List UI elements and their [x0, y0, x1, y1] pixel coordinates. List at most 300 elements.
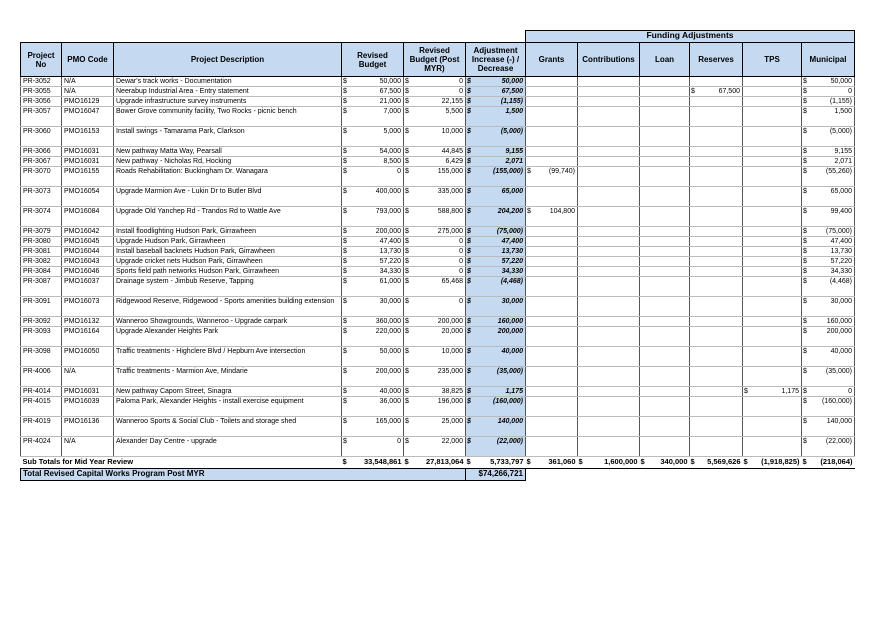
grants-cell: [526, 257, 578, 267]
description-cell: Upgrade cricket nets Hudson Park, Girrawheen: [114, 257, 342, 267]
grants-cell: [526, 327, 578, 347]
adjustment-cell: $ 1,175: [466, 387, 526, 397]
pmo-code-cell: PMO16043: [62, 257, 114, 267]
grants-cell: [526, 247, 578, 257]
loan-cell: [640, 347, 690, 367]
revised-budget-post-cell: $ 10,000: [404, 347, 466, 367]
revised-budget-post-cell: $ 38,825: [404, 387, 466, 397]
municipal-cell: $ (5,000): [802, 127, 855, 147]
adjustment-cell: $ (22,000): [466, 437, 526, 457]
table-row: [21, 97, 855, 107]
municipal-cell: $ 40,000: [802, 347, 855, 367]
tps-cell: [743, 327, 802, 347]
header-municipal: Municipal: [802, 43, 855, 77]
project-no-cell: PR-4015: [21, 397, 62, 417]
loan-cell: [640, 157, 690, 167]
subtotal-label: Sub Totals for Mid Year Review: [21, 457, 342, 469]
pmo-code-cell: N/A: [62, 87, 114, 97]
municipal-cell: $ (4,468): [802, 277, 855, 297]
adjustment-cell: $ (160,000): [466, 397, 526, 417]
pmo-code-cell: PMO16084: [62, 207, 114, 227]
description-cell: Ridgewood Reserve, Ridgewood - Sports amenities building extension: [114, 297, 342, 317]
adjustment-cell: $ 30,000: [466, 297, 526, 317]
grants-cell: [526, 367, 578, 387]
revised-budget-post-cell: $ 0: [404, 267, 466, 277]
contributions-cell: [578, 417, 640, 437]
tps-cell: [743, 267, 802, 277]
tps-cell: [743, 147, 802, 157]
contributions-cell: [578, 297, 640, 317]
total-value: $74,266,721: [466, 469, 526, 481]
tps-cell: [743, 417, 802, 437]
tps-cell: [743, 187, 802, 207]
revised-budget-post-cell: $ 20,000: [404, 327, 466, 347]
grants-cell: [526, 97, 578, 107]
loan-cell: [640, 187, 690, 207]
reserves-cell: [690, 157, 743, 167]
reserves-cell: [690, 207, 743, 227]
tps-cell: [743, 207, 802, 227]
reserves-cell: [690, 417, 743, 437]
tps-cell: [743, 107, 802, 127]
municipal-cell: $ 50,000: [802, 77, 855, 87]
table-row: [21, 187, 855, 207]
loan-cell: [640, 247, 690, 257]
loan-cell: [640, 127, 690, 147]
grants-cell: [526, 237, 578, 247]
adjustment-cell: $ 13,730: [466, 247, 526, 257]
tps-cell: [743, 237, 802, 247]
pmo-code-cell: PMO16045: [62, 237, 114, 247]
pmo-code-cell: N/A: [62, 367, 114, 387]
subtotal-revised-budget: $ 33,548,861: [342, 457, 404, 469]
table-row: [21, 127, 855, 147]
municipal-cell: $ 57,220: [802, 257, 855, 267]
grants-cell: [526, 107, 578, 127]
revised-budget-post-cell: $ 196,000: [404, 397, 466, 417]
reserves-cell: [690, 97, 743, 107]
adjustment-cell: $ 34,330: [466, 267, 526, 277]
project-no-cell: PR-3082: [21, 257, 62, 267]
reserves-cell: [690, 77, 743, 87]
contributions-cell: [578, 397, 640, 417]
description-cell: Sports field path networks Hudson Park, Girrawheen: [114, 267, 342, 277]
contributions-cell: [578, 367, 640, 387]
grants-cell: [526, 187, 578, 207]
revised-budget-cell: $ 793,000: [342, 207, 404, 227]
pmo-code-cell: N/A: [62, 77, 114, 87]
municipal-cell: $ 65,000: [802, 187, 855, 207]
grants-cell: [526, 347, 578, 367]
tps-cell: [743, 317, 802, 327]
pmo-code-cell: PMO16054: [62, 187, 114, 207]
reserves-cell: [690, 247, 743, 257]
description-cell: Wanneroo Sports & Social Club - Toilets and storage shed: [114, 417, 342, 437]
revised-budget-cell: $ 400,000: [342, 187, 404, 207]
loan-cell: [640, 207, 690, 227]
revised-budget-post-cell: $ 0: [404, 257, 466, 267]
tps-cell: [743, 347, 802, 367]
grants-cell: [526, 157, 578, 167]
municipal-cell: $ (160,000): [802, 397, 855, 417]
municipal-cell: $ 47,400: [802, 237, 855, 247]
revised-budget-cell: $ 67,500: [342, 87, 404, 97]
subtotal-revised-budget-post: $ 27,813,064: [404, 457, 466, 469]
municipal-cell: $ 0: [802, 387, 855, 397]
table-row: [21, 157, 855, 167]
revised-budget-post-cell: $ 0: [404, 77, 466, 87]
project-no-cell: PR-3055: [21, 87, 62, 97]
header-pmo-code: PMO Code: [62, 43, 114, 77]
revised-budget-post-cell: $ 0: [404, 87, 466, 97]
grants-cell: $ (99,740): [526, 167, 578, 187]
project-no-cell: PR-3067: [21, 157, 62, 167]
adjustment-cell: $ 200,000: [466, 327, 526, 347]
contributions-cell: [578, 237, 640, 247]
municipal-cell: $ 9,155: [802, 147, 855, 157]
municipal-cell: $ 0: [802, 87, 855, 97]
table-row: [21, 167, 855, 187]
municipal-cell: $ (22,000): [802, 437, 855, 457]
revised-budget-post-cell: $ 5,500: [404, 107, 466, 127]
revised-budget-cell: $ 54,000: [342, 147, 404, 157]
revised-budget-post-cell: $ 588,800: [404, 207, 466, 227]
contributions-cell: [578, 167, 640, 187]
description-cell: Paloma Park, Alexander Heights - install exercise equipment: [114, 397, 342, 417]
tps-cell: [743, 437, 802, 457]
contributions-cell: [578, 207, 640, 227]
reserves-cell: [690, 147, 743, 157]
project-no-cell: PR-3074: [21, 207, 62, 227]
pmo-code-cell: PMO16129: [62, 97, 114, 107]
contributions-cell: [578, 277, 640, 297]
municipal-cell: $ (75,000): [802, 227, 855, 237]
project-no-cell: PR-3073: [21, 187, 62, 207]
table-row: [21, 247, 855, 257]
description-cell: Alexander Day Centre - upgrade: [114, 437, 342, 457]
contributions-cell: [578, 97, 640, 107]
project-no-cell: PR-3070: [21, 167, 62, 187]
revised-budget-cell: $ 165,000: [342, 417, 404, 437]
loan-cell: [640, 147, 690, 157]
tps-cell: [743, 87, 802, 97]
revised-budget-cell: $ 40,000: [342, 387, 404, 397]
reserves-cell: [690, 397, 743, 417]
subtotal-row: [21, 457, 855, 469]
revised-budget-cell: $ 34,330: [342, 267, 404, 277]
project-no-cell: PR-3080: [21, 237, 62, 247]
tps-cell: [743, 397, 802, 417]
header-adjustment: Adjustment Increase (-) / Decrease: [466, 43, 526, 77]
project-no-cell: PR-3084: [21, 267, 62, 277]
table-row: [21, 237, 855, 247]
revised-budget-cell: $ 50,000: [342, 347, 404, 367]
revised-budget-cell: $ 200,000: [342, 227, 404, 237]
contributions-cell: [578, 257, 640, 267]
description-cell: Dewar's track works - Documentation: [114, 77, 342, 87]
header-project-no: Project No: [21, 43, 62, 77]
contributions-cell: [578, 187, 640, 207]
table-row: [21, 347, 855, 367]
project-no-cell: PR-3093: [21, 327, 62, 347]
loan-cell: [640, 107, 690, 127]
reserves-cell: [690, 237, 743, 247]
loan-cell: [640, 387, 690, 397]
header-contributions: Contributions: [578, 43, 640, 77]
grants-cell: [526, 437, 578, 457]
revised-budget-cell: $ 8,500: [342, 157, 404, 167]
revised-budget-post-cell: $ 0: [404, 297, 466, 317]
description-cell: Wanneroo Showgrounds, Wanneroo - Upgrade carpark: [114, 317, 342, 327]
revised-budget-cell: $ 220,000: [342, 327, 404, 347]
description-cell: Drainage system - Jimbub Reserve, Tapping: [114, 277, 342, 297]
total-label: Total Revised Capital Works Program Post MYR: [21, 469, 466, 481]
adjustment-cell: $ 2,071: [466, 157, 526, 167]
contributions-cell: [578, 247, 640, 257]
loan-cell: [640, 267, 690, 277]
revised-budget-post-cell: $ 335,000: [404, 187, 466, 207]
pmo-code-cell: N/A: [62, 437, 114, 457]
pmo-code-cell: PMO16153: [62, 127, 114, 147]
revised-budget-cell: $ 50,000: [342, 77, 404, 87]
municipal-cell: $ (35,000): [802, 367, 855, 387]
grants-cell: [526, 277, 578, 297]
revised-budget-post-cell: $ 22,000: [404, 437, 466, 457]
grants-cell: $ 104,800: [526, 207, 578, 227]
project-no-cell: PR-3060: [21, 127, 62, 147]
project-no-cell: PR-3056: [21, 97, 62, 107]
loan-cell: [640, 317, 690, 327]
revised-budget-cell: $ 61,000: [342, 277, 404, 297]
project-no-cell: PR-4024: [21, 437, 62, 457]
reserves-cell: [690, 367, 743, 387]
contributions-cell: [578, 227, 640, 237]
description-cell: Upgrade Hudson Park, Girrawheen: [114, 237, 342, 247]
revised-budget-cell: $ 0: [342, 167, 404, 187]
table-row: [21, 207, 855, 227]
municipal-cell: $ 1,500: [802, 107, 855, 127]
adjustment-cell: $ 40,000: [466, 347, 526, 367]
description-cell: Traffic treatments - Highclere Blvd / Hepburn Ave intersection: [114, 347, 342, 367]
municipal-cell: $ 99,400: [802, 207, 855, 227]
contributions-cell: [578, 87, 640, 97]
grants-cell: [526, 267, 578, 277]
pmo-code-cell: PMO16037: [62, 277, 114, 297]
revised-budget-post-cell: $ 0: [404, 237, 466, 247]
loan-cell: [640, 417, 690, 437]
adjustment-cell: $ 1,500: [466, 107, 526, 127]
adjustment-cell: $ (155,000): [466, 167, 526, 187]
tps-cell: [743, 367, 802, 387]
header-tps: TPS: [743, 43, 802, 77]
municipal-cell: $ 140,000: [802, 417, 855, 437]
table-row: [21, 397, 855, 417]
revised-budget-cell: $ 47,400: [342, 237, 404, 247]
loan-cell: [640, 327, 690, 347]
loan-cell: [640, 367, 690, 387]
pmo-code-cell: PMO16031: [62, 157, 114, 167]
contributions-cell: [578, 267, 640, 277]
loan-cell: [640, 277, 690, 297]
description-cell: Upgrade Old Yanchep Rd - Trandos Rd to Wattle Ave: [114, 207, 342, 227]
table-row: [21, 297, 855, 317]
subtotal-loan: $ 340,000: [640, 457, 690, 469]
tps-cell: [743, 157, 802, 167]
revised-budget-post-cell: $ 275,000: [404, 227, 466, 237]
reserves-cell: $ 67,500: [690, 87, 743, 97]
municipal-cell: $ (1,155): [802, 97, 855, 107]
subtotal-tps: $ (1,918,825): [743, 457, 802, 469]
project-no-cell: PR-3052: [21, 77, 62, 87]
description-cell: Traffic treatments - Marmion Ave, Mindarie: [114, 367, 342, 387]
tps-cell: [743, 297, 802, 317]
tps-cell: [743, 167, 802, 187]
project-no-cell: PR-4019: [21, 417, 62, 437]
project-no-cell: PR-3079: [21, 227, 62, 237]
pmo-code-cell: PMO16050: [62, 347, 114, 367]
reserves-cell: [690, 107, 743, 127]
loan-cell: [640, 77, 690, 87]
reserves-cell: [690, 277, 743, 297]
table-row: [21, 227, 855, 237]
contributions-cell: [578, 147, 640, 157]
pmo-code-cell: PMO16136: [62, 417, 114, 437]
table-row: [21, 327, 855, 347]
revised-budget-cell: $ 7,000: [342, 107, 404, 127]
pmo-code-cell: PMO16047: [62, 107, 114, 127]
revised-budget-cell: $ 57,220: [342, 257, 404, 267]
subtotal-adjustment: $ 5,733,797: [466, 457, 526, 469]
description-cell: Upgrade Marmion Ave - Lukin Dr to Butler Blvd: [114, 187, 342, 207]
pmo-code-cell: PMO16132: [62, 317, 114, 327]
adjustment-cell: $ 47,400: [466, 237, 526, 247]
pmo-code-cell: PMO16044: [62, 247, 114, 257]
adjustment-cell: $ 204,200: [466, 207, 526, 227]
project-no-cell: PR-3087: [21, 277, 62, 297]
loan-cell: [640, 397, 690, 417]
table-row: [21, 267, 855, 277]
contributions-cell: [578, 127, 640, 147]
description-cell: Install baseball backnets Hudson Park, Girrawheen: [114, 247, 342, 257]
adjustment-cell: $ (35,000): [466, 367, 526, 387]
header-reserves: Reserves: [690, 43, 743, 77]
municipal-cell: $ 13,730: [802, 247, 855, 257]
revised-budget-post-cell: $ 22,155: [404, 97, 466, 107]
table-row: [21, 257, 855, 267]
contributions-cell: [578, 437, 640, 457]
subtotal-contributions: $ 1,600,000: [578, 457, 640, 469]
contributions-cell: [578, 77, 640, 87]
tps-cell: [743, 227, 802, 237]
pmo-code-cell: PMO16031: [62, 147, 114, 157]
revised-budget-cell: $ 30,000: [342, 297, 404, 317]
project-no-cell: PR-3066: [21, 147, 62, 157]
description-cell: Bower Grove community facility, Two Rocks - picnic bench: [114, 107, 342, 127]
contributions-cell: [578, 107, 640, 127]
loan-cell: [640, 87, 690, 97]
grants-cell: [526, 127, 578, 147]
description-cell: New pathway Caporn Street, Sinagra: [114, 387, 342, 397]
revised-budget-cell: $ 0: [342, 437, 404, 457]
contributions-cell: [578, 387, 640, 397]
pmo-code-cell: PMO16155: [62, 167, 114, 187]
table-row: [21, 437, 855, 457]
adjustment-cell: $ (1,155): [466, 97, 526, 107]
municipal-cell: $ 34,330: [802, 267, 855, 277]
revised-budget-cell: $ 36,000: [342, 397, 404, 417]
contributions-cell: [578, 327, 640, 347]
adjustment-cell: $ 160,000: [466, 317, 526, 327]
subtotal-grants: $ 361,060: [526, 457, 578, 469]
revised-budget-cell: $ 200,000: [342, 367, 404, 387]
loan-cell: [640, 227, 690, 237]
loan-cell: [640, 297, 690, 317]
reserves-cell: [690, 267, 743, 277]
contributions-cell: [578, 157, 640, 167]
table-row: [21, 387, 855, 397]
table-row: [21, 277, 855, 297]
grants-cell: [526, 317, 578, 327]
loan-cell: [640, 97, 690, 107]
revised-budget-post-cell: $ 6,429: [404, 157, 466, 167]
reserves-cell: [690, 257, 743, 267]
revised-budget-post-cell: $ 25,000: [404, 417, 466, 437]
pmo-code-cell: PMO16164: [62, 327, 114, 347]
grants-cell: [526, 297, 578, 317]
municipal-cell: $ (55,260): [802, 167, 855, 187]
header-revised-budget-post: Revised Budget (Post MYR): [404, 43, 466, 77]
adjustment-cell: $ (5,000): [466, 127, 526, 147]
pmo-code-cell: PMO16031: [62, 387, 114, 397]
subtotal-municipal: $ (218,064): [802, 457, 855, 469]
loan-cell: [640, 237, 690, 247]
tps-cell: [743, 277, 802, 297]
description-cell: Install swings - Tamarama Park, Clarkson: [114, 127, 342, 147]
header-description: Project Description: [114, 43, 342, 77]
revised-budget-cell: $ 21,000: [342, 97, 404, 107]
revised-budget-cell: $ 5,000: [342, 127, 404, 147]
municipal-cell: $ 30,000: [802, 297, 855, 317]
adjustment-cell: $ 67,500: [466, 87, 526, 97]
loan-cell: [640, 437, 690, 457]
tps-cell: [743, 77, 802, 87]
adjustment-cell: $ (4,468): [466, 277, 526, 297]
reserves-cell: [690, 187, 743, 207]
project-no-cell: PR-3081: [21, 247, 62, 257]
grants-cell: [526, 77, 578, 87]
reserves-cell: [690, 317, 743, 327]
loan-cell: [640, 167, 690, 187]
description-cell: New pathway Matta Way, Pearsall: [114, 147, 342, 157]
description-cell: Roads Rehabilitation: Buckingham Dr. Wanagara: [114, 167, 342, 187]
total-row: [21, 469, 855, 481]
table-row: [21, 77, 855, 87]
adjustment-cell: $ 65,000: [466, 187, 526, 207]
contributions-cell: [578, 347, 640, 367]
funding-adjustments-title: Funding Adjustments: [526, 31, 855, 43]
adjustment-cell: $ 140,000: [466, 417, 526, 437]
description-cell: New pathway - Nicholas Rd, Hocking: [114, 157, 342, 167]
description-cell: Upgrade infrastructure survey instruments: [114, 97, 342, 107]
table-row: [21, 107, 855, 127]
pmo-code-cell: PMO16039: [62, 397, 114, 417]
revised-budget-post-cell: $ 65,468: [404, 277, 466, 297]
grants-cell: [526, 417, 578, 437]
revised-budget-post-cell: $ 200,000: [404, 317, 466, 327]
header-loan: Loan: [640, 43, 690, 77]
tps-cell: $ 1,175: [743, 387, 802, 397]
reserves-cell: [690, 167, 743, 187]
